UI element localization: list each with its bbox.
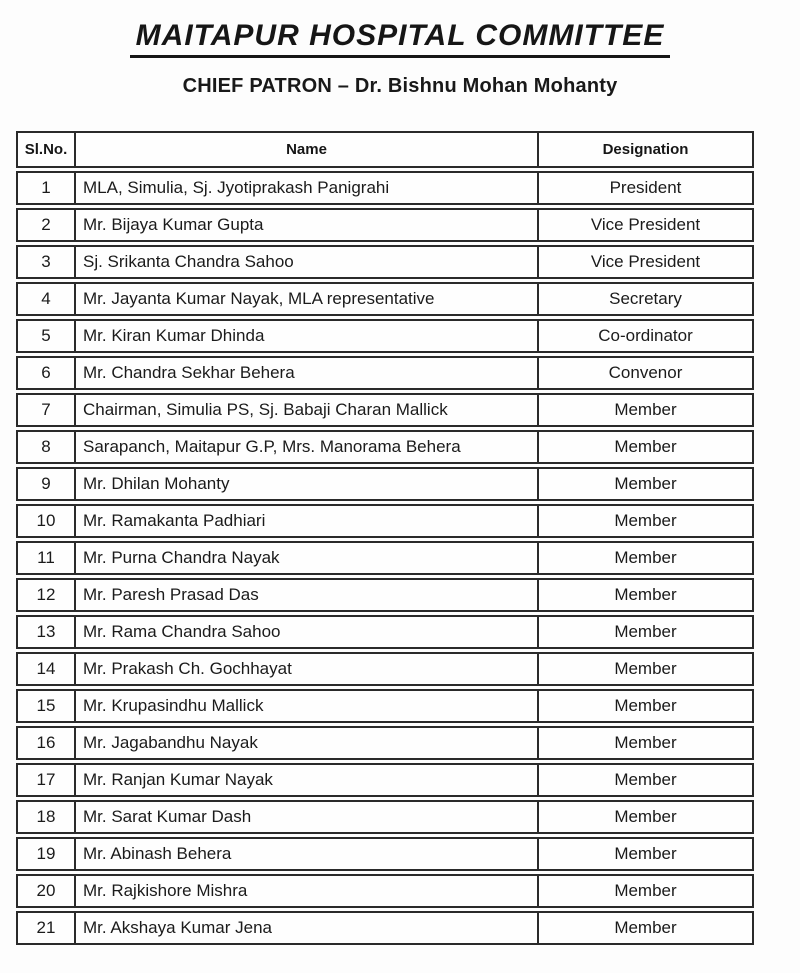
row-name-cell: Mr. Kiran Kumar Dhinda	[76, 319, 539, 353]
row-slno-cell: 10	[16, 504, 76, 538]
row-name-cell: Mr. Ramakanta Padhiari	[76, 504, 539, 538]
row-slno-cell: 11	[16, 541, 76, 575]
row-designation-cell: Member	[539, 504, 754, 538]
row-slno-cell: 20	[16, 874, 76, 908]
table-row	[16, 319, 754, 353]
row-designation-cell: Member	[539, 763, 754, 797]
row-name-cell: Mr. Rajkishore Mishra	[76, 874, 539, 908]
row-designation-cell: Member	[539, 726, 754, 760]
page-title: MAITAPUR HOSPITAL COMMITTEE	[130, 21, 671, 58]
header-name: Name	[76, 131, 539, 168]
table-row	[16, 726, 754, 760]
table-row	[16, 393, 754, 427]
table-row	[16, 245, 754, 279]
table-row	[16, 911, 754, 945]
table-row	[16, 689, 754, 723]
row-slno-cell: 4	[16, 282, 76, 316]
table-row	[16, 356, 754, 390]
table-row	[16, 837, 754, 871]
table-row	[16, 763, 754, 797]
row-name-cell: Chairman, Simulia PS, Sj. Babaji Charan Mallick	[76, 393, 539, 427]
row-slno-cell: 1	[16, 171, 76, 205]
row-designation-cell: President	[539, 171, 754, 205]
row-slno-cell: 7	[16, 393, 76, 427]
table-row	[16, 171, 754, 205]
row-slno-cell: 15	[16, 689, 76, 723]
row-slno-cell: 2	[16, 208, 76, 242]
table-row	[16, 504, 754, 538]
row-name-cell: Sarapanch, Maitapur G.P, Mrs. Manorama Behera	[76, 430, 539, 464]
row-designation-cell: Member	[539, 800, 754, 834]
row-slno-cell: 3	[16, 245, 76, 279]
row-name-cell: Mr. Dhilan Mohanty	[76, 467, 539, 501]
row-designation-cell: Vice President	[539, 245, 754, 279]
row-designation-cell: Member	[539, 430, 754, 464]
row-slno-cell: 9	[16, 467, 76, 501]
row-name-cell: Mr. Sarat Kumar Dash	[76, 800, 539, 834]
row-name-cell: Mr. Ranjan Kumar Nayak	[76, 763, 539, 797]
row-designation-cell: Member	[539, 393, 754, 427]
row-slno-cell: 16	[16, 726, 76, 760]
table-row	[16, 282, 754, 316]
row-name-cell: Mr. Krupasindhu Mallick	[76, 689, 539, 723]
row-slno-cell: 13	[16, 615, 76, 649]
row-slno-cell: 12	[16, 578, 76, 612]
row-name-cell: Mr. Rama Chandra Sahoo	[76, 615, 539, 649]
committee-table-body	[16, 171, 754, 945]
table-row	[16, 615, 754, 649]
row-designation-cell: Member	[539, 467, 754, 501]
table-row	[16, 208, 754, 242]
row-slno-cell: 17	[16, 763, 76, 797]
title-section	[0, 0, 800, 58]
row-name-cell: MLA, Simulia, Sj. Jyotiprakash Panigrahi	[76, 171, 539, 205]
header-slno: Sl.No.	[16, 131, 76, 168]
header-designation: Designation	[539, 131, 754, 168]
row-name-cell: Mr. Purna Chandra Nayak	[76, 541, 539, 575]
table-row	[16, 430, 754, 464]
row-slno-cell: 18	[16, 800, 76, 834]
row-name-cell: Mr. Akshaya Kumar Jena	[76, 911, 539, 945]
row-designation-cell: Member	[539, 615, 754, 649]
table-row	[16, 800, 754, 834]
row-designation-cell: Member	[539, 541, 754, 575]
table-row	[16, 467, 754, 501]
row-designation-cell: Member	[539, 689, 754, 723]
row-name-cell: Mr. Paresh Prasad Das	[76, 578, 539, 612]
committee-table	[16, 128, 754, 948]
table-row	[16, 652, 754, 686]
row-slno-cell: 14	[16, 652, 76, 686]
row-name-cell: Sj. Srikanta Chandra Sahoo	[76, 245, 539, 279]
row-slno-cell: 19	[16, 837, 76, 871]
row-name-cell: Mr. Abinash Behera	[76, 837, 539, 871]
row-slno-cell: 5	[16, 319, 76, 353]
row-name-cell: Mr. Jayanta Kumar Nayak, MLA representative	[76, 282, 539, 316]
row-slno-cell: 6	[16, 356, 76, 390]
row-designation-cell: Secretary	[539, 282, 754, 316]
row-name-cell: Mr. Jagabandhu Nayak	[76, 726, 539, 760]
row-slno-cell: 8	[16, 430, 76, 464]
table-header-row	[16, 131, 754, 168]
row-name-cell: Mr. Bijaya Kumar Gupta	[76, 208, 539, 242]
row-designation-cell: Vice President	[539, 208, 754, 242]
row-name-cell: Mr. Prakash Ch. Gochhayat	[76, 652, 539, 686]
row-name-cell: Mr. Chandra Sekhar Behera	[76, 356, 539, 390]
row-designation-cell: Member	[539, 911, 754, 945]
row-designation-cell: Member	[539, 874, 754, 908]
table-row	[16, 874, 754, 908]
row-designation-cell: Member	[539, 837, 754, 871]
table-row	[16, 541, 754, 575]
table-row	[16, 578, 754, 612]
row-designation-cell: Member	[539, 652, 754, 686]
chief-patron-subtitle: CHIEF PATRON – Dr. Bishnu Mohan Mohanty	[182, 75, 618, 97]
row-designation-cell: Co-ordinator	[539, 319, 754, 353]
row-designation-cell: Convenor	[539, 356, 754, 390]
row-designation-cell: Member	[539, 578, 754, 612]
row-slno-cell: 21	[16, 911, 76, 945]
